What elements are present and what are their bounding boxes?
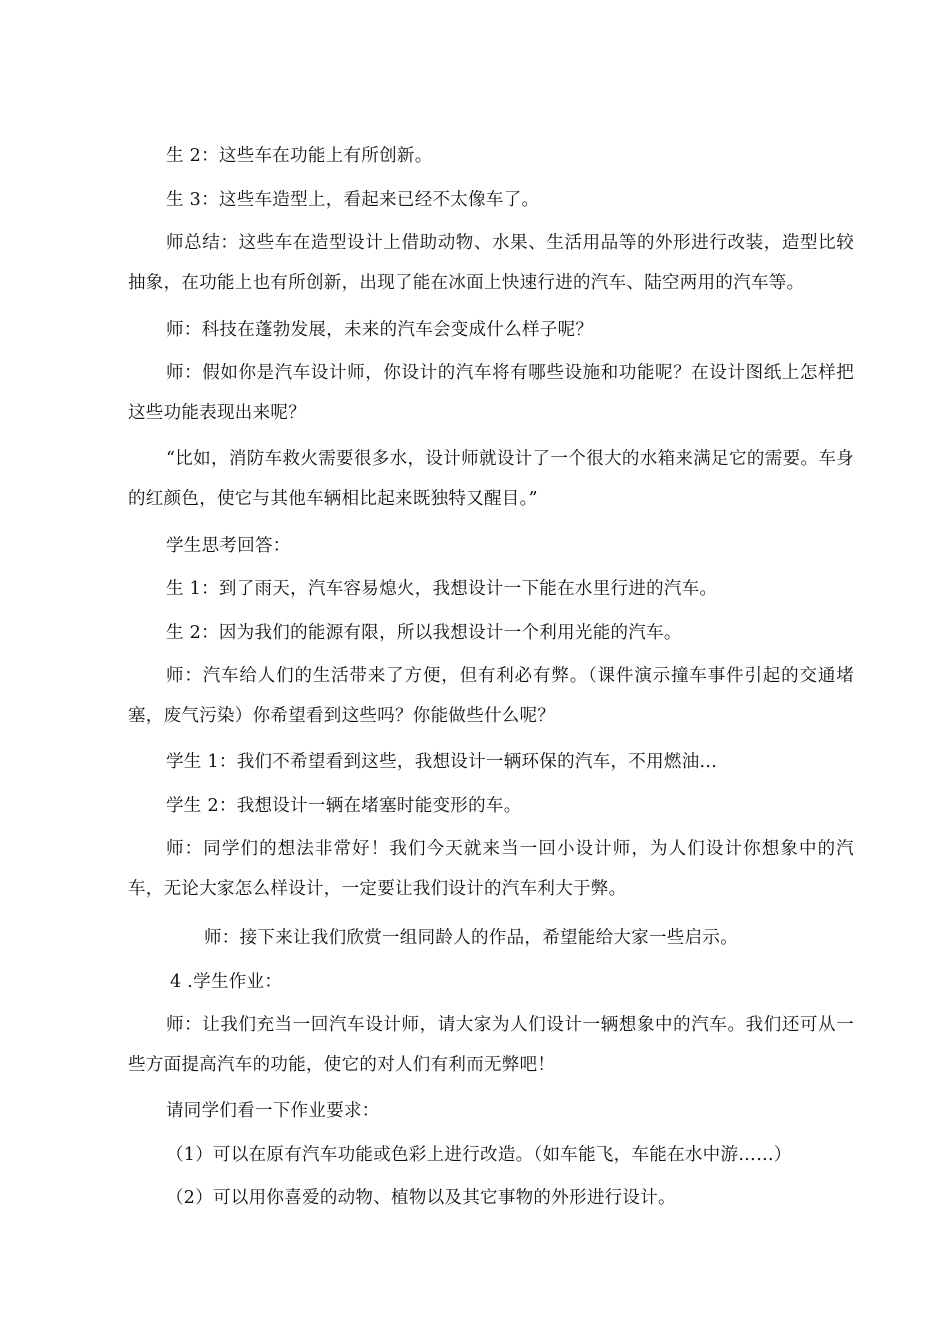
paragraph-student2-innovation: 生 2：这些车在功能上有所创新。 <box>166 146 433 166</box>
section-heading-student-work: 4 .学生作业： <box>170 972 283 992</box>
paragraph-students-answer: 学生思考回答： <box>166 536 291 556</box>
paragraph-teacher-assignment: 师：让我们充当一回汽车设计师，请大家为人们设计一辆想象中的汽车。我们还可从一些方面提高汽车的功能，使它的对人们有利而无弊吧！ <box>128 1015 854 1075</box>
list-item-requirement-1: （1）可以在原有汽车功能或色彩上进行改造。（如车能飞，车能在水中游……） <box>166 1145 792 1165</box>
paragraph-student1-water-car: 生 1：到了雨天，汽车容易熄火，我想设计一下能在水里行进的汽车。 <box>166 579 718 599</box>
paragraph-teacher-pros-cons: 师：汽车给人们的生活带来了方便，但有利必有弊。（课件演示撞车事件引起的交通堵塞，废气污染）你希望看到这些吗？你能做些什么呢？ <box>128 666 854 726</box>
paragraph-student2-transform-car: 学生 2：我想设计一辆在堵塞时能变形的车。 <box>166 796 522 816</box>
paragraph-student2-solar-car: 生 2：因为我们的能源有限，所以我想设计一个利用光能的汽车。 <box>166 623 682 643</box>
paragraph-teacher-summary: 师总结：这些车在造型设计上借助动物、水果、生活用品等的外形进行改装，造型比较抽象，在功能上也有所创新，出现了能在冰面上快速行进的汽车、陆空两用的汽车等。 <box>128 233 854 293</box>
paragraph-student1-eco-car: 学生 1：我们不希望看到这些，我想设计一辆环保的汽车，不用燃油... <box>166 752 718 772</box>
paragraph-teacher-designer: 师：假如你是汽车设计师，你设计的汽车将有哪些设施和功能呢？在设计图纸上怎样把这些功能表现出来呢？ <box>128 363 854 423</box>
paragraph-teacher-appreciate: 师：接下来让我们欣赏一组同龄人的作品，希望能给大家一些启示。 <box>204 928 738 948</box>
paragraph-fire-truck-quote: “比如，消防车救火需要很多水，设计师就设计了一个很大的水箱来满足它的需要。车身的红颜色，使它与其他车辆相比起来既独特又醒目。” <box>128 449 854 509</box>
paragraph-teacher-praise: 师：同学们的想法非常好！我们今天就来当一回小设计师，为人们设计你想象中的汽车，无论大家怎么样设计，一定要让我们设计的汽车利大于弊。 <box>128 839 854 899</box>
paragraph-teacher-future: 师：科技在蓬勃发展，未来的汽车会变成什么样子呢？ <box>166 320 594 340</box>
paragraph-student3-shape: 生 3：这些车造型上，看起来已经不太像车了。 <box>166 190 540 210</box>
list-item-requirement-2: （2）可以用你喜爱的动物、植物以及其它事物的外形进行设计。 <box>166 1188 676 1208</box>
paragraph-assignment-requirements: 请同学们看一下作业要求： <box>166 1101 380 1121</box>
